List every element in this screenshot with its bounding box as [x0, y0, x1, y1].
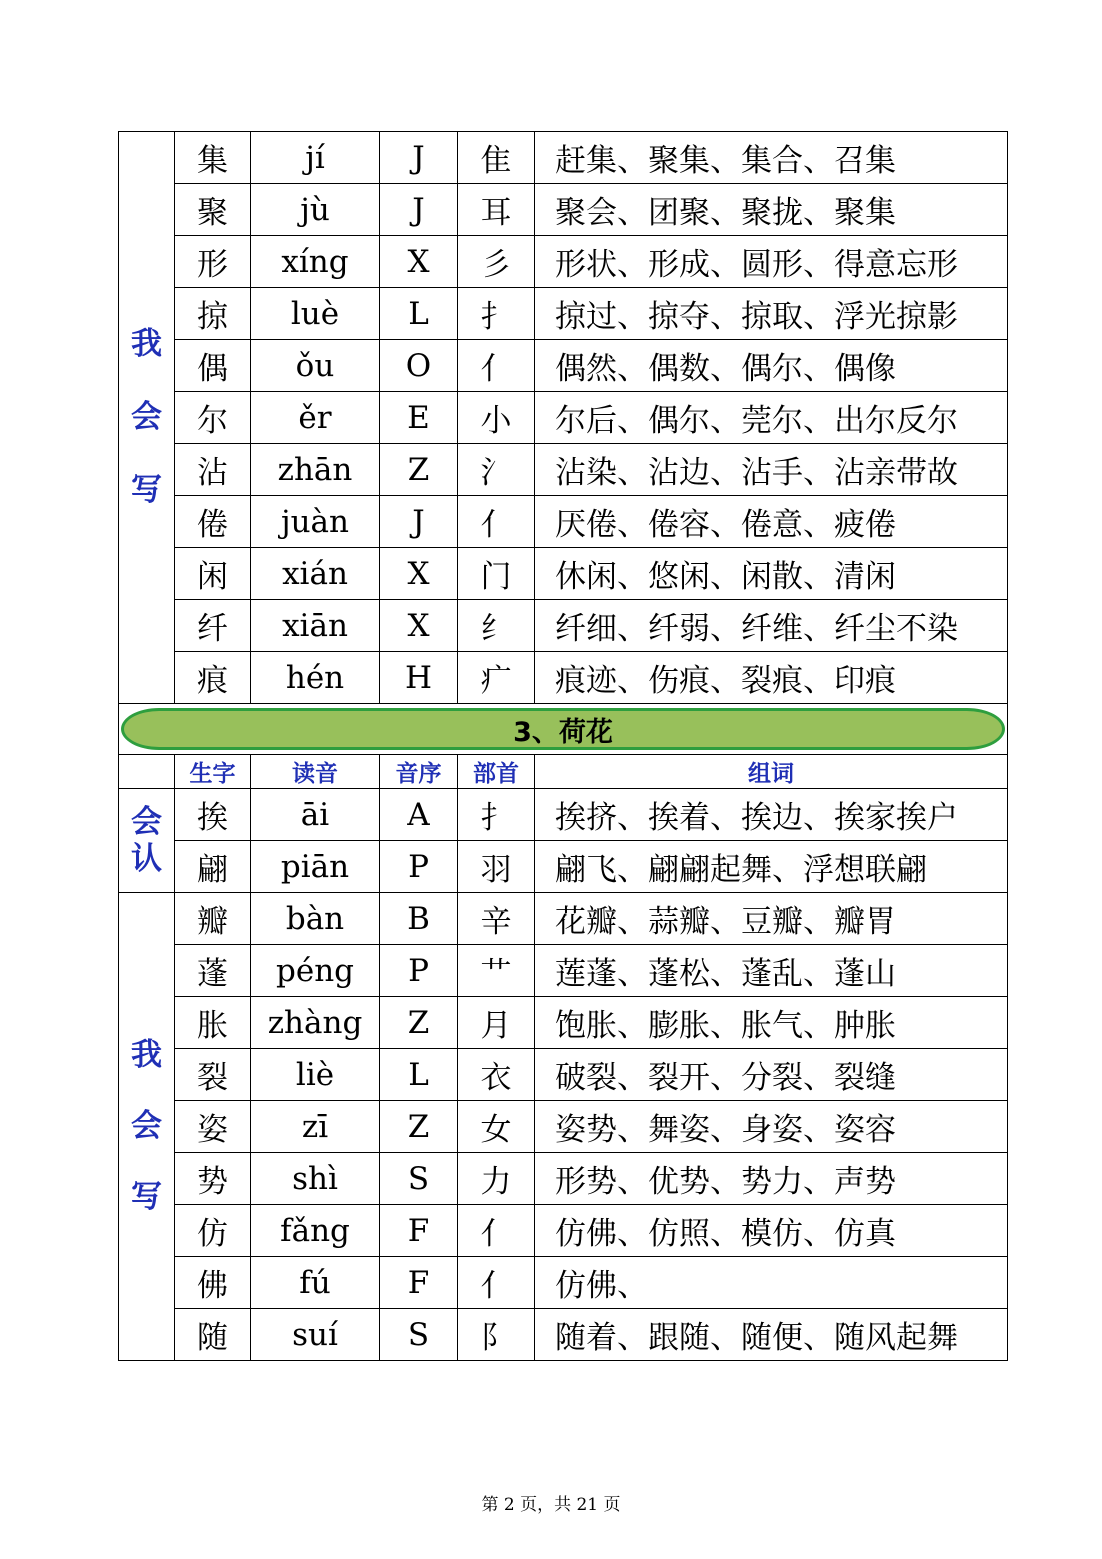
radical-cell: 力: [458, 1153, 535, 1205]
pinyin-cell: suí: [251, 1309, 380, 1361]
word-combinations-cell: 沾染、沾边、沾手、沾亲带故: [535, 444, 1008, 496]
radical-cell: 衣: [458, 1049, 535, 1101]
radical-cell: 疒: [458, 652, 535, 704]
word-row: [119, 392, 1008, 444]
column-header-order: 音序: [380, 755, 458, 789]
pinyin-cell: xián: [251, 548, 380, 600]
word-combinations-cell: 挨挤、挨着、挨边、挨家挨户: [535, 789, 1008, 841]
initial-letter-cell: X: [380, 548, 458, 600]
radical-cell: 小: [458, 392, 535, 444]
character-cell: 倦: [175, 496, 251, 548]
radical-cell: 纟: [458, 600, 535, 652]
radical-cell: 女: [458, 1101, 535, 1153]
pinyin-cell: péng: [251, 945, 380, 997]
radical-cell: 辛: [458, 893, 535, 945]
pinyin-cell: xíng: [251, 236, 380, 288]
word-row: [119, 444, 1008, 496]
initial-letter-cell: H: [380, 652, 458, 704]
character-cell: 痕: [175, 652, 251, 704]
header-blank: [119, 755, 175, 789]
word-combinations-cell: 饱胀、膨胀、胀气、肿胀: [535, 997, 1008, 1049]
section-label-char: 会: [131, 399, 162, 435]
pinyin-cell: piān: [251, 841, 380, 893]
character-cell: 胀: [175, 997, 251, 1049]
section-label-char: 我: [131, 1037, 162, 1073]
word-row: [119, 893, 1008, 945]
character-cell: 佛: [175, 1257, 251, 1309]
section-label-char: 会: [131, 1108, 162, 1144]
initial-letter-cell: L: [380, 1049, 458, 1101]
section-label: [119, 789, 175, 893]
initial-letter-cell: J: [380, 132, 458, 184]
character-cell: 偶: [175, 340, 251, 392]
vocabulary-table: [118, 131, 1008, 1361]
initial-letter-cell: E: [380, 392, 458, 444]
word-combinations-cell: 休闲、悠闲、闲散、清闲: [535, 548, 1008, 600]
section-label-char: 会: [131, 803, 162, 840]
character-cell: 裂: [175, 1049, 251, 1101]
character-cell: 翩: [175, 841, 251, 893]
word-combinations-cell: 姿势、舞姿、身姿、姿容: [535, 1101, 1008, 1153]
initial-letter-cell: F: [380, 1257, 458, 1309]
word-row: [119, 548, 1008, 600]
word-combinations-cell: 花瓣、蒜瓣、豆瓣、瓣胃: [535, 893, 1008, 945]
pinyin-cell: zhàng: [251, 997, 380, 1049]
pinyin-cell: fú: [251, 1257, 380, 1309]
radical-cell: 亻: [458, 496, 535, 548]
initial-letter-cell: J: [380, 496, 458, 548]
word-combinations-cell: 仿佛、: [535, 1257, 1008, 1309]
character-cell: 姿: [175, 1101, 251, 1153]
character-cell: 闲: [175, 548, 251, 600]
radical-cell: 亻: [458, 1257, 535, 1309]
word-combinations-cell: 形势、优势、势力、声势: [535, 1153, 1008, 1205]
initial-letter-cell: S: [380, 1153, 458, 1205]
word-combinations-cell: 破裂、裂开、分裂、裂缝: [535, 1049, 1008, 1101]
word-row: [119, 340, 1008, 392]
initial-letter-cell: J: [380, 184, 458, 236]
word-combinations-cell: 厌倦、倦容、倦意、疲倦: [535, 496, 1008, 548]
column-header-char: 生字: [175, 755, 251, 789]
word-combinations-cell: 聚会、团聚、聚拢、聚集: [535, 184, 1008, 236]
word-combinations-cell: 形状、形成、圆形、得意忘形: [535, 236, 1008, 288]
column-header-pinyin: 读音: [251, 755, 380, 789]
character-cell: 掠: [175, 288, 251, 340]
initial-letter-cell: X: [380, 600, 458, 652]
word-row: [119, 1153, 1008, 1205]
pinyin-cell: jù: [251, 184, 380, 236]
radical-cell: 阝: [458, 1309, 535, 1361]
column-header-words: 组词: [535, 755, 1008, 789]
radical-cell: 扌: [458, 789, 535, 841]
initial-letter-cell: L: [380, 288, 458, 340]
word-row: [119, 1205, 1008, 1257]
column-header-radical: 部首: [458, 755, 535, 789]
initial-letter-cell: Z: [380, 1101, 458, 1153]
word-combinations-cell: 莲蓬、蓬松、蓬乱、蓬山: [535, 945, 1008, 997]
initial-letter-cell: P: [380, 841, 458, 893]
radical-cell: 彡: [458, 236, 535, 288]
pinyin-cell: zhān: [251, 444, 380, 496]
character-cell: 形: [175, 236, 251, 288]
word-combinations-cell: 尔后、偶尔、莞尔、出尔反尔: [535, 392, 1008, 444]
pinyin-cell: ǒu: [251, 340, 380, 392]
pinyin-cell: shì: [251, 1153, 380, 1205]
word-combinations-cell: 随着、跟随、随便、随风起舞: [535, 1309, 1008, 1361]
initial-letter-cell: A: [380, 789, 458, 841]
pinyin-cell: bàn: [251, 893, 380, 945]
word-row: [119, 1049, 1008, 1101]
lesson-title-row: [119, 704, 1008, 755]
initial-letter-cell: S: [380, 1309, 458, 1361]
word-combinations-cell: 赶集、聚集、集合、召集: [535, 132, 1008, 184]
character-cell: 蓬: [175, 945, 251, 997]
word-combinations-cell: 掠过、掠夺、掠取、浮光掠影: [535, 288, 1008, 340]
pinyin-cell: fǎng: [251, 1205, 380, 1257]
word-combinations-cell: 仿佛、仿照、模仿、仿真: [535, 1205, 1008, 1257]
word-row: [119, 288, 1008, 340]
pinyin-cell: hén: [251, 652, 380, 704]
word-row: [119, 997, 1008, 1049]
word-row: [119, 652, 1008, 704]
character-cell: 势: [175, 1153, 251, 1205]
word-row: [119, 789, 1008, 841]
word-row: [119, 184, 1008, 236]
radical-cell: 亻: [458, 340, 535, 392]
word-combinations-cell: 翩飞、翩翩起舞、浮想联翩: [535, 841, 1008, 893]
pinyin-cell: juàn: [251, 496, 380, 548]
initial-letter-cell: B: [380, 893, 458, 945]
lesson-title-cell: [119, 704, 1008, 755]
initial-letter-cell: P: [380, 945, 458, 997]
section-label: [119, 132, 175, 704]
character-cell: 随: [175, 1309, 251, 1361]
initial-letter-cell: X: [380, 236, 458, 288]
initial-letter-cell: Z: [380, 997, 458, 1049]
radical-cell: 艹: [458, 945, 535, 997]
radical-cell: 羽: [458, 841, 535, 893]
radical-cell: 门: [458, 548, 535, 600]
initial-letter-cell: F: [380, 1205, 458, 1257]
character-cell: 聚: [175, 184, 251, 236]
section-label-char: 认: [131, 840, 162, 877]
pinyin-cell: luè: [251, 288, 380, 340]
lesson-title-banner: 3、荷花: [121, 708, 1005, 750]
pinyin-cell: xiān: [251, 600, 380, 652]
word-row: [119, 945, 1008, 997]
column-header-row: [119, 755, 1008, 789]
initial-letter-cell: O: [380, 340, 458, 392]
initial-letter-cell: Z: [380, 444, 458, 496]
character-cell: 仿: [175, 1205, 251, 1257]
pinyin-cell: jí: [251, 132, 380, 184]
word-row: [119, 841, 1008, 893]
radical-cell: 扌: [458, 288, 535, 340]
page-footer: 第 2 页，共 21 页: [481, 1495, 621, 1515]
character-cell: 尔: [175, 392, 251, 444]
radical-cell: 月: [458, 997, 535, 1049]
character-cell: 集: [175, 132, 251, 184]
word-row: [119, 1309, 1008, 1361]
character-cell: 挨: [175, 789, 251, 841]
word-combinations-cell: 纤细、纤弱、纤维、纤尘不染: [535, 600, 1008, 652]
pinyin-cell: liè: [251, 1049, 380, 1101]
section-label-char: 写: [131, 1179, 162, 1215]
character-cell: 纤: [175, 600, 251, 652]
word-row: [119, 600, 1008, 652]
word-combinations-cell: 痕迹、伤痕、裂痕、印痕: [535, 652, 1008, 704]
word-combinations-cell: 偶然、偶数、偶尔、偶像: [535, 340, 1008, 392]
word-row: [119, 496, 1008, 548]
section-label-char: 写: [131, 472, 162, 508]
word-row: [119, 1101, 1008, 1153]
section-label: [119, 893, 175, 1361]
radical-cell: 耳: [458, 184, 535, 236]
section-label-char: 我: [131, 326, 162, 362]
radical-cell: 隹: [458, 132, 535, 184]
word-row: [119, 132, 1008, 184]
word-row: [119, 236, 1008, 288]
radical-cell: 亻: [458, 1205, 535, 1257]
radical-cell: 氵: [458, 444, 535, 496]
pinyin-cell: zī: [251, 1101, 380, 1153]
character-cell: 瓣: [175, 893, 251, 945]
pinyin-cell: āi: [251, 789, 380, 841]
word-row: [119, 1257, 1008, 1309]
pinyin-cell: ěr: [251, 392, 380, 444]
character-cell: 沾: [175, 444, 251, 496]
